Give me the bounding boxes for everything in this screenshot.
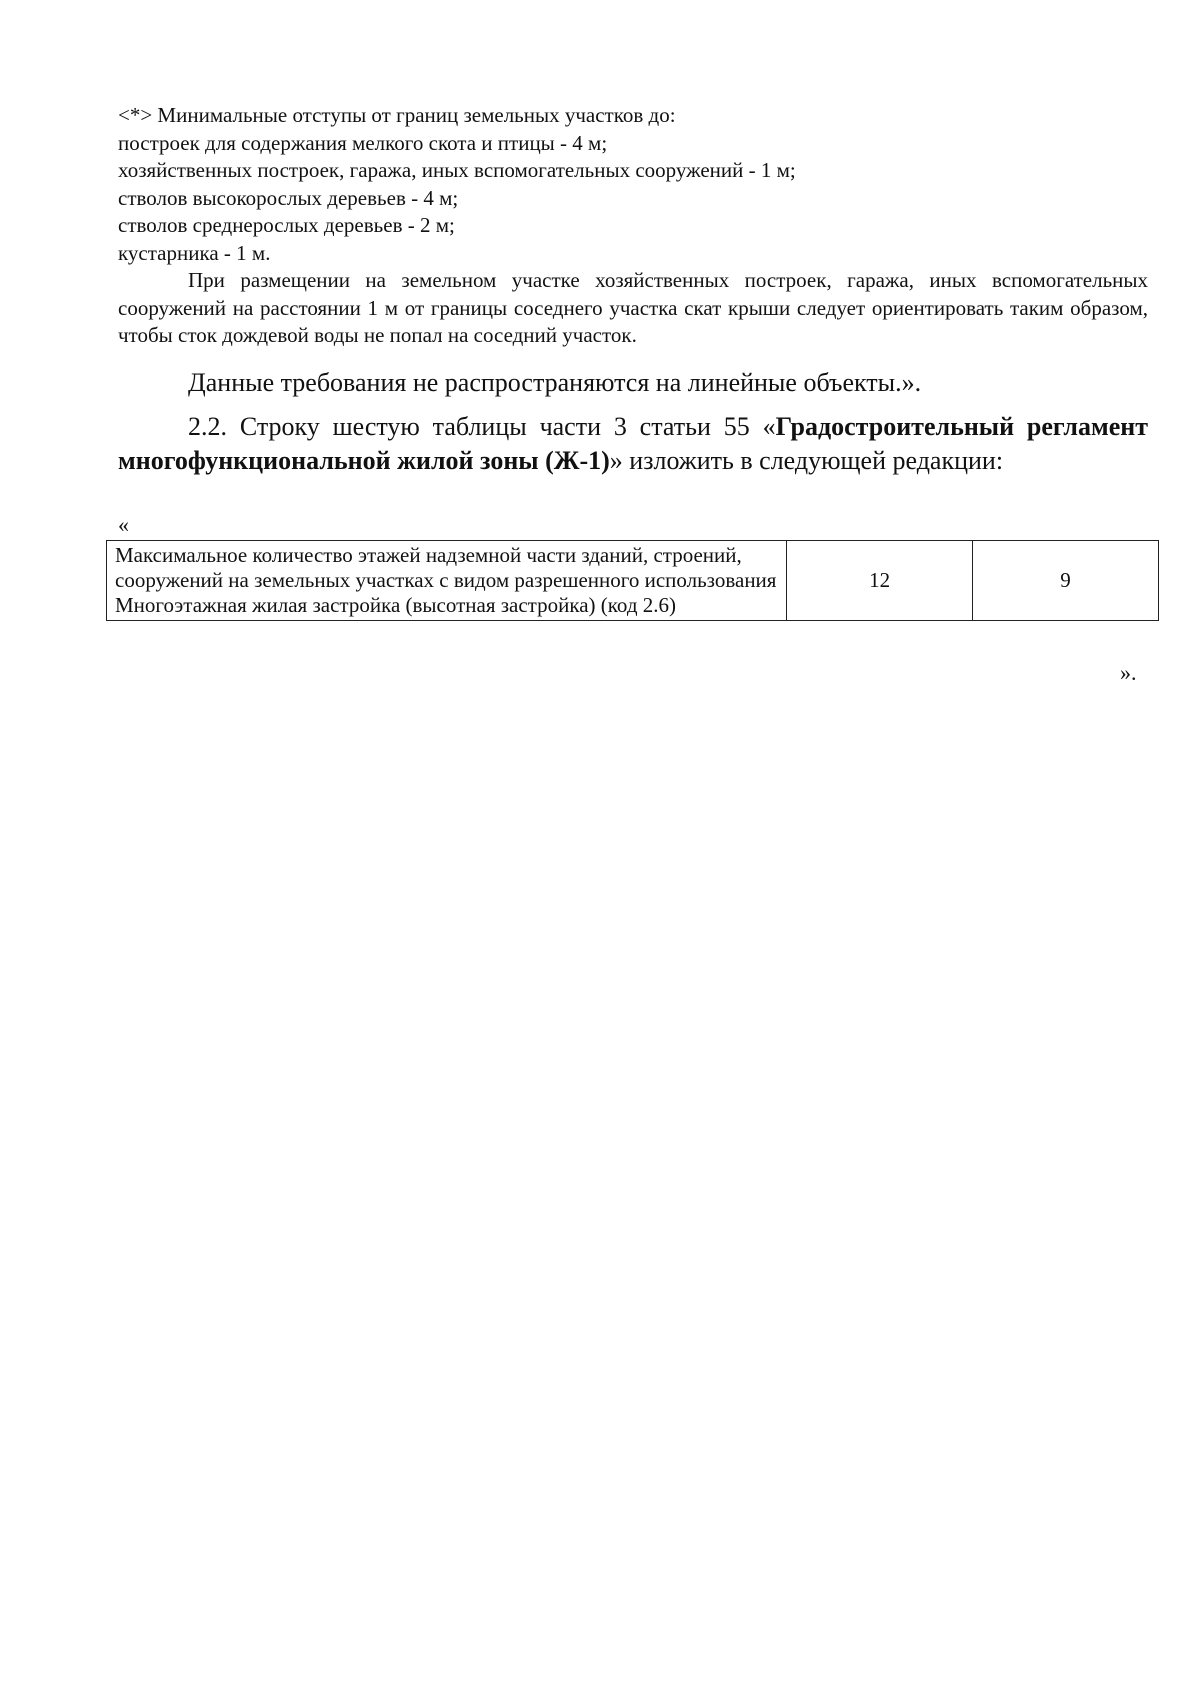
roof-slope-paragraph: При размещении на земельном участке хозяйственных построек, гаража, иных вспомогательных сооружений на расстоянии 1 м от границы соседнего участка скат крыши следует ориентировать таким образом, чтобы сток дождевой воды не попал на соседний участок. [118, 268, 1148, 347]
footnote-line-livestock: построек для содержания мелкого скота и птицы - 4 м; [118, 130, 608, 155]
amendment-bold-title: Градостроительный регламент многофункциональной жилой зоны (Ж-1) [118, 412, 1149, 475]
closing-quote: ». [1120, 660, 1137, 685]
footnote-heading: <*> Минимальные отступы от границ земельных участков до: [118, 103, 676, 127]
footnote-line-tall-trees: стволов высокорослых деревьев - 4 м; [118, 185, 459, 210]
table-row [107, 541, 1159, 621]
footnote-line-outbuildings: хозяйственных построек, гаража, иных вспомогательных сооружений - 1 м; [118, 158, 796, 182]
table-cell-value-2: 9 [973, 541, 1159, 621]
footnote-line-shrubs: кустарника - 1 м. [118, 240, 271, 265]
table-cell-description: Максимальное количество этажей надземной части зданий, строений, сооружений на земельных участках с видом разрешенного использования Многоэтажная жилая застройка (высотная застройка) (код 2.6) [107, 541, 787, 621]
amendment-paragraph [118, 410, 1148, 478]
footnote-line-medium-trees: стволов среднерослых деревьев - 2 м; [118, 213, 455, 237]
opening-quote: « [118, 512, 129, 537]
footnote-block [118, 102, 1148, 350]
table-cell-value-1: 12 [787, 541, 973, 621]
amendment-prefix: 2.2. Строку шестую таблицы части 3 статьи 55 « [188, 412, 776, 441]
amendment-suffix: » изложить в следующей редакции: [609, 446, 1004, 475]
amendment-table [106, 540, 1159, 621]
linear-objects-paragraph: Данные требования не распространяются на линейные объекты.». [188, 368, 922, 397]
